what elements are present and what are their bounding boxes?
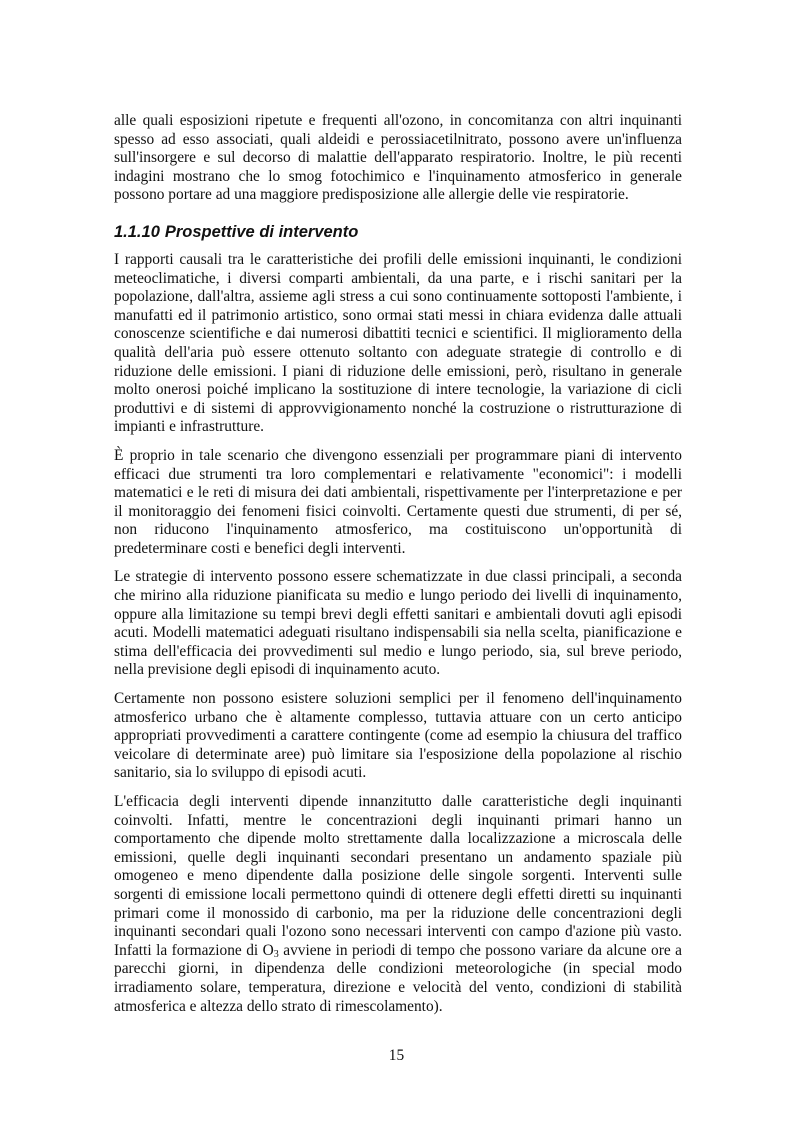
page-body bbox=[114, 112, 682, 1026]
paragraph-strategies: Le strategie di intervento possono essere schematizzate in due classi principali, a seconda che mirino alla riduzione pianificata su medio e lungo periodo dei livelli di inquinamento, oppure alla limitazione su tempi brevi degli effetti sanitari e ambientali dovuti agli episodi acuti. Modelli matematici adeguati risultano indispensabili sia nella scelta, pianificazione e stima dell'efficacia dei provvedimenti sul medio e lungo periodo, sia, sul breve periodo, nella previsione degli episodi di inquinamento acuto. bbox=[114, 568, 682, 679]
section-title: Prospettive di intervento bbox=[164, 222, 359, 241]
section-number: 1.1.10 bbox=[114, 222, 160, 241]
efficacy-text-start: L'efficacia degli interventi dipende innanzitutto dalle caratteristiche degli inquinanti coinvolti. Infatti, mentre le concentrazioni degli inquinanti primari hanno un comportamento che dipende molto strettamente dalla localizzazione a microscala delle emissioni, quelle degli inquinanti secondari presentano un andamento spaziale più omogeneo e meno dipendente dalla posizione delle singole sorgenti. Interventi sulle sorgenti di emissione locali permettono quindi di ottenere degli effetti diretti su inquinanti primari come il monossido di carbonio, ma per la riduzione delle concentrazioni degli inquinanti secondari quali l'ozono sono necessari interventi con campo d'azione più vasto. Infatti la formazione di O bbox=[114, 793, 682, 959]
paragraph-solutions: Certamente non possono esistere soluzioni semplici per il fenomeno dell'inquinamento atmosferico urbano che è altamente complesso, tuttavia attuare con un certo anticipo appropriati provvedimenti a carattere contingente (come ad esempio la chiusura del traffico veicolare di determinate aree) può limitare sia l'esposizione della popolazione al rischio sanitario, sia lo sviluppo di episodi acuti. bbox=[114, 690, 682, 782]
efficacy-text-end: avviene in periodi di tempo che possono variare da alcune ore a parecchi giorni, in dipendenza delle condizioni meteorologiche (in special modo irradiamento solare, temperatura, direzione e velocità del vento, condizioni di stabilità atmosferica e altezza dello strato di rimescolamento). bbox=[114, 941, 682, 1015]
section-heading bbox=[114, 222, 682, 242]
page-number: 15 bbox=[388, 1047, 405, 1064]
ozone-subscript: 3 bbox=[273, 948, 279, 960]
intro-paragraph: alle quali esposizioni ripetute e frequenti all'ozono, in concomitanza con altri inquinanti spesso ad esso associati, quali aldeidi e perossiacetilnitrato, possono avere un'influenza sull'insorgere e sul decorso di malattie dell'apparato respiratorio. Inoltre, le più recenti indagini mostrano che lo smog fotochimico e l'inquinamento atmosferico in generale possono portare ad una maggiore predisposizione alle allergie delle vie respiratorie. bbox=[114, 112, 682, 204]
paragraph-tools: È proprio in tale scenario che divengono essenziali per programmare piani di intervento efficaci due strumenti tra loro complementari e relativamente "economici": i modelli matematici e le reti di misura dei dati ambientali, rispettivamente per l'interpretazione e per il monitoraggio dei fenomeni fisici coinvolti. Certamente questi due strumenti, di per sé, non riducono l'inquinamento atmosferico, ma costituiscono un'opportunità di predeterminare costi e benefici degli interventi. bbox=[114, 446, 682, 557]
paragraph-causal-relations: I rapporti causali tra le caratteristiche dei profili delle emissioni inquinanti, le condizioni meteoclimatiche, i diversi comparti ambientali, da una parte, e i rischi sanitari per la popolazione, dall'altra, assieme agli stress a cui sono continuamente sottoposti l'ambiente, i manufatti ed il patrimonio artistico, sono ormai stati messi in chiara evidenza dalle attuali conoscenze scientifiche e dai numerosi dibattiti tecnici e scientifici. Il miglioramento della qualità dell'aria può essere ottenuto soltanto con adeguate strategie di controllo e di riduzione delle emissioni. I piani di riduzione delle emissioni, però, risultano in generale molto onerosi poiché implicano la sostituzione di intere tecnologie, la variazione di cicli produttivi e di sistemi di approvvigionamento nonché la costruzione o ristrutturazione di impianti e infrastrutture. bbox=[114, 250, 682, 436]
paragraph-efficacy bbox=[114, 793, 682, 1016]
